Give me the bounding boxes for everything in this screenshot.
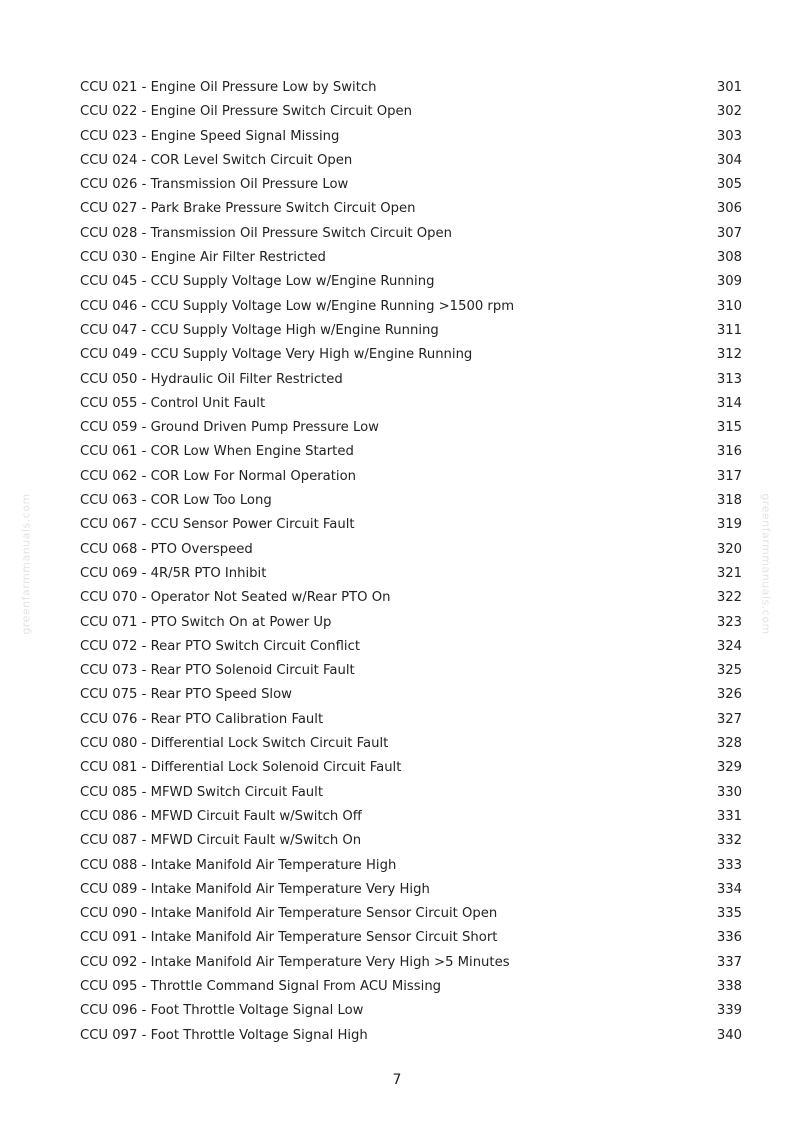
toc-entry-title: CCU 072 - Rear PTO Switch Circuit Conflict: [80, 638, 360, 654]
toc-entry[interactable]: [80, 926, 742, 950]
toc-entry-page: 306: [716, 201, 742, 217]
toc-entry-title: CCU 069 - 4R/5R PTO Inhibit: [80, 565, 267, 581]
page-number: 7: [392, 1072, 402, 1088]
toc-entry-page: 333: [716, 857, 742, 873]
toc-entry[interactable]: [80, 805, 742, 829]
toc-entry[interactable]: [80, 149, 742, 173]
toc-entry[interactable]: [80, 999, 742, 1023]
toc-entry[interactable]: [80, 854, 742, 878]
toc-entry[interactable]: [80, 465, 742, 489]
toc-entry-page: 317: [716, 468, 742, 484]
toc-entry[interactable]: [80, 76, 742, 100]
toc-entry-page: 320: [716, 541, 742, 557]
toc-entry-page: 311: [716, 322, 742, 338]
toc-entry-title: CCU 087 - MFWD Circuit Fault w/Switch On: [80, 833, 362, 849]
toc-entry-page: 301: [716, 80, 742, 95]
toc-entry[interactable]: [80, 708, 742, 732]
toc-entry-title: CCU 028 - Transmission Oil Pressure Switch Circuit Open: [80, 225, 453, 241]
toc-entry-page: 302: [716, 104, 742, 120]
toc-entry-page: 313: [716, 371, 742, 387]
toc-entry-title: CCU 046 - CCU Supply Voltage Low w/Engine Running >1500 rpm: [80, 298, 515, 314]
toc-entry[interactable]: [80, 562, 742, 586]
watermark-right: greenfarmmanuals.com: [759, 493, 773, 635]
toc-entry-title: CCU 045 - CCU Supply Voltage Low w/Engine Running: [80, 274, 435, 290]
toc-entry-page: 331: [716, 808, 742, 824]
toc-entry-page: 338: [716, 978, 742, 994]
toc-entry-page: 305: [716, 177, 742, 193]
toc-entry-page: 326: [716, 687, 742, 703]
toc-entry-title: CCU 055 - Control Unit Fault: [80, 395, 266, 411]
toc-entry-title: CCU 050 - Hydraulic Oil Filter Restricted: [80, 371, 343, 387]
toc-entry-title: CCU 086 - MFWD Circuit Fault w/Switch Off: [80, 808, 362, 824]
toc-entry[interactable]: [80, 635, 742, 659]
toc-entry[interactable]: [80, 392, 742, 416]
toc-entry-page: 309: [716, 274, 742, 290]
toc-entry-title: CCU 067 - CCU Sensor Power Circuit Fault: [80, 517, 355, 533]
toc-entry-page: 329: [716, 760, 742, 776]
toc-entry-title: CCU 059 - Ground Driven Pump Pressure Low: [80, 420, 379, 436]
watermark-left: greenfarmmanuals.com: [19, 493, 33, 635]
toc-entry[interactable]: [80, 781, 742, 805]
toc-entry[interactable]: [80, 611, 742, 635]
toc-entry[interactable]: [80, 100, 742, 124]
toc-entry-title: CCU 024 - COR Level Switch Circuit Open: [80, 152, 353, 168]
toc-entry-title: CCU 095 - Throttle Command Signal From ACU Missing: [80, 978, 442, 994]
toc-entry[interactable]: [80, 902, 742, 926]
toc-entry-page: 324: [716, 638, 742, 654]
toc-entry-title: CCU 023 - Engine Speed Signal Missing: [80, 128, 340, 144]
toc-entry-title: CCU 097 - Foot Throttle Voltage Signal High: [80, 1027, 368, 1043]
toc-entry-title: CCU 076 - Rear PTO Calibration Fault: [80, 711, 324, 727]
toc-entry-page: 323: [716, 614, 742, 630]
toc-entry[interactable]: [80, 173, 742, 197]
toc-entry-title: CCU 063 - COR Low Too Long: [80, 493, 272, 509]
toc-entry-title: CCU 090 - Intake Manifold Air Temperature Sensor Circuit Open: [80, 906, 498, 922]
toc-entry[interactable]: [80, 538, 742, 562]
toc-entry-page: 339: [716, 1003, 742, 1019]
toc-entry-page: 327: [716, 711, 742, 727]
toc-entry[interactable]: [80, 756, 742, 780]
toc-entry[interactable]: [80, 416, 742, 440]
toc-entry-title: CCU 049 - CCU Supply Voltage Very High w/Engine Running: [80, 347, 473, 363]
toc-entry[interactable]: [80, 368, 742, 392]
toc-entry[interactable]: [80, 489, 742, 513]
table-of-contents: [80, 76, 742, 1048]
toc-entry-page: 308: [716, 250, 742, 266]
toc-entry-page: 332: [716, 833, 742, 849]
toc-entry-title: CCU 091 - Intake Manifold Air Temperature Sensor Circuit Short: [80, 930, 498, 946]
toc-entry[interactable]: [80, 197, 742, 221]
toc-entry-title: CCU 085 - MFWD Switch Circuit Fault: [80, 784, 324, 800]
toc-entry[interactable]: [80, 222, 742, 246]
toc-entry[interactable]: [80, 295, 742, 319]
toc-entry-title: CCU 073 - Rear PTO Solenoid Circuit Fault: [80, 663, 355, 679]
toc-entry-title: CCU 027 - Park Brake Pressure Switch Circuit Open: [80, 201, 416, 217]
toc-entry[interactable]: [80, 440, 742, 464]
toc-entry-page: 319: [716, 517, 742, 533]
toc-entry-page: 328: [716, 736, 742, 752]
toc-entry[interactable]: [80, 270, 742, 294]
toc-entry-page: 315: [716, 420, 742, 436]
toc-entry-title: CCU 026 - Transmission Oil Pressure Low: [80, 177, 349, 193]
toc-entry-page: 337: [716, 954, 742, 970]
toc-entry-page: 336: [716, 930, 742, 946]
toc-entry-page: 340: [716, 1027, 742, 1043]
toc-entry-page: 310: [716, 298, 742, 314]
toc-entry[interactable]: [80, 732, 742, 756]
toc-entry[interactable]: [80, 319, 742, 343]
toc-entry-title: CCU 068 - PTO Overspeed: [80, 541, 253, 557]
toc-entry[interactable]: [80, 683, 742, 707]
toc-entry-page: 304: [716, 152, 742, 168]
toc-entry-title: CCU 092 - Intake Manifold Air Temperature Very High >5 Minutes: [80, 954, 510, 970]
toc-entry[interactable]: [80, 125, 742, 149]
toc-entry-page: 314: [716, 395, 742, 411]
toc-entry-title: CCU 081 - Differential Lock Solenoid Circuit Fault: [80, 760, 402, 776]
toc-entry-page: 335: [716, 906, 742, 922]
toc-entry-title: CCU 047 - CCU Supply Voltage High w/Engine Running: [80, 322, 439, 338]
toc-entry-title: CCU 096 - Foot Throttle Voltage Signal Low: [80, 1003, 364, 1019]
toc-entry[interactable]: [80, 829, 742, 853]
toc-entry-title: CCU 071 - PTO Switch On at Power Up: [80, 614, 332, 630]
toc-entry[interactable]: [80, 343, 742, 367]
toc-entry-page: 307: [716, 225, 742, 241]
toc-entry[interactable]: [80, 659, 742, 683]
toc-entry-title: CCU 075 - Rear PTO Speed Slow: [80, 687, 292, 703]
toc-entry-title: CCU 089 - Intake Manifold Air Temperature Very High: [80, 881, 430, 897]
toc-entry-page: 316: [716, 444, 742, 460]
toc-entry-title: CCU 021 - Engine Oil Pressure Low by Switch: [80, 80, 377, 95]
toc-entry[interactable]: [80, 951, 742, 975]
toc-entry[interactable]: [80, 586, 742, 610]
toc-entry-page: 321: [716, 565, 742, 581]
toc-entry-page: 325: [716, 663, 742, 679]
toc-entry[interactable]: [80, 246, 742, 270]
toc-entry[interactable]: [80, 1024, 742, 1048]
toc-entry-title: CCU 088 - Intake Manifold Air Temperature High: [80, 857, 397, 873]
toc-entry-title: CCU 062 - COR Low For Normal Operation: [80, 468, 357, 484]
toc-entry-title: CCU 070 - Operator Not Seated w/Rear PTO On: [80, 590, 391, 606]
toc-entry-page: 322: [716, 590, 742, 606]
toc-entry[interactable]: [80, 878, 742, 902]
toc-entry[interactable]: [80, 975, 742, 999]
toc-entry-title: CCU 022 - Engine Oil Pressure Switch Circuit Open: [80, 104, 413, 120]
toc-entry-page: 303: [716, 128, 742, 144]
toc-entry-page: 330: [716, 784, 742, 800]
toc-entry-title: CCU 061 - COR Low When Engine Started: [80, 444, 354, 460]
toc-entry-title: CCU 080 - Differential Lock Switch Circuit Fault: [80, 736, 389, 752]
toc-entry[interactable]: [80, 513, 742, 537]
toc-entry-title: CCU 030 - Engine Air Filter Restricted: [80, 250, 326, 266]
toc-entry-page: 312: [716, 347, 742, 363]
toc-entry-page: 318: [716, 493, 742, 509]
toc-entry-page: 334: [716, 881, 742, 897]
